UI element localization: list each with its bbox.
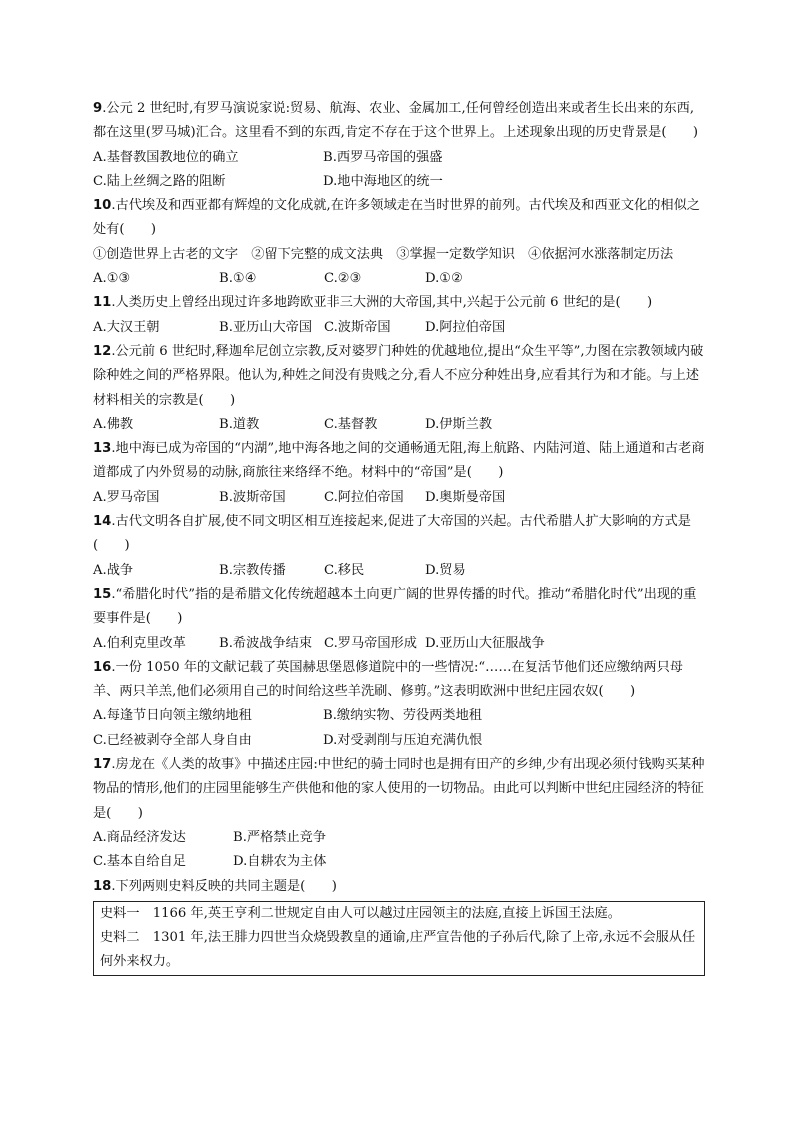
question-12-options [93, 413, 705, 437]
exam-page [93, 97, 705, 976]
question-10-options [93, 267, 705, 291]
question-17-options-2 [93, 850, 705, 874]
source-material-box [93, 901, 705, 976]
q17-option-c: C.基本自给自足 [93, 854, 186, 870]
q12-option-d: D.伊斯兰教 [425, 416, 493, 432]
question-14-stem: 14.古代文明各自扩展,使不同文明区相互连接起来,促进了大帝国的兴起。古代希腊人扩大影响的方式是( ) [93, 514, 691, 554]
question-10-items: ①创造世界上古老的文字 ②留下完整的成文法典 ③掌握一定数学知识 ④依据河水涨落制定历法 [93, 246, 674, 262]
q12-option-b: B.道教 [219, 416, 260, 432]
q15-option-a: A.伯利克里改革 [93, 635, 186, 651]
q14-option-b: B.宗教传播 [219, 562, 286, 578]
q17-option-d: D.自耕农为主体 [233, 854, 327, 870]
q11-option-c: C.波斯帝国 [324, 319, 391, 335]
q14-option-d: D.贸易 [425, 562, 466, 578]
q9-option-d: D.地中海地区的统一 [323, 173, 443, 189]
q13-option-b: B.波斯帝国 [219, 489, 286, 505]
question-12-stem: 12.公元前 6 世纪时,释迦牟尼创立宗教,反对婆罗门种姓的优越地位,提出“众生平等”,力图在宗教领域内破除种姓之间的严格界限。他认为,种姓之间没有贵贱之分,看人不应分种姓出身,应看其行为和才能。与上述材料相关的宗教是( ) [93, 343, 704, 408]
q13-option-a: A.罗马帝国 [93, 489, 160, 505]
question-16-options-2 [93, 729, 705, 753]
q12-option-a: A.佛教 [93, 416, 134, 432]
question-15-options [93, 632, 705, 656]
question-13-stem: 13.地中海已成为帝国的“内湖”,地中海各地之间的交通畅通无阻,海上航路、内陆河道、陆上通道和古老商道都成了内外贸易的动脉,商旅往来络绎不绝。材料中的“帝国”是( ) [93, 441, 705, 481]
source-2: 史料二 1301 年,法王腓力四世当众烧毁教皇的通谕,庄严宣告他的子孙后代,除了上帝,永远不会服从任何外来权力。 [100, 930, 696, 970]
source-1: 史料一 1166 年,英王亨利二世规定自由人可以越过庄园领主的法庭,直接上诉国王法庭。 [100, 905, 621, 921]
question-9-options-2 [93, 170, 705, 194]
q9-option-c: C.陆上丝绸之路的阻断 [93, 173, 226, 189]
question-9-stem: 9.公元 2 世纪时,有罗马演说家说:贸易、航海、农业、金属加工,任何曾经创造出来或者生长出来的东西,都在这里(罗马城)汇合。这里看不到的东西,肯定不存在于这个世界上。上述现象出现的历史背景是( ) [93, 101, 699, 141]
q10-option-a: A.①③ [93, 271, 131, 287]
question-16-stem: 16.一份 1050 年的文献记载了英国赫思堡恩修道院中的一些情况:“……在复活节他们还应缴纳两只母羊、两只羊羔,他们必须用自己的时间给这些羊洗刷、修剪。”这表明欧洲中世纪庄园农奴( ) [93, 659, 683, 700]
q12-option-c: C.基督教 [324, 416, 378, 432]
q15-option-d: D.亚历山大征服战争 [425, 635, 545, 651]
question-9-options [93, 146, 705, 170]
q13-option-c: C.阿拉伯帝国 [324, 489, 404, 505]
q17-option-b: B.严格禁止竞争 [233, 829, 327, 845]
question-17-options [93, 826, 705, 850]
q14-option-c: C.移民 [324, 562, 365, 578]
q13-option-d: D.奥斯曼帝国 [425, 489, 506, 505]
question-11-stem: 11.人类历史上曾经出现过许多地跨欧亚非三大洲的大帝国,其中,兴起于公元前 6 世纪的是( ) [93, 295, 653, 311]
question-10-stem: 10.古代埃及和西亚都有辉煌的文化成就,在许多领域走在当时世界的前列。古代埃及和西亚文化的相似之处有( ) [93, 198, 700, 238]
question-16-options [93, 704, 705, 728]
question-18-stem: 18.下列两则史料反映的共同主题是( ) [93, 878, 337, 894]
q16-option-c: C.已经被剥夺全部人身自由 [93, 732, 252, 748]
q16-option-a: A.每逢节日向领主缴纳地租 [93, 708, 252, 724]
q17-option-a: A.商品经济发达 [93, 829, 186, 845]
q15-option-b: B.希波战争结束 [219, 635, 313, 651]
question-11-options [93, 316, 705, 340]
q10-option-d: D.①② [425, 271, 463, 287]
q11-option-d: D.阿拉伯帝国 [425, 319, 506, 335]
question-15-stem: 15.“希腊化时代”指的是希腊文化传统超越本土向更广阔的世界传播的时代。推动“希腊化时代”出现的重要事件是( ) [93, 586, 697, 627]
q9-option-b: B.西罗马帝国的强盛 [323, 149, 443, 165]
q15-option-c: C.罗马帝国形成 [324, 635, 417, 651]
q16-option-b: B.缴纳实物、劳役两类地租 [323, 708, 482, 724]
q10-option-c: C.②③ [324, 271, 362, 287]
q9-option-a: A.基督教国教地位的确立 [93, 149, 239, 165]
question-13-options [93, 486, 705, 510]
q14-option-a: A.战争 [93, 562, 134, 578]
q16-option-d: D.对受剥削与压迫充满仇恨 [323, 732, 483, 748]
q11-option-a: A.大汉王朝 [93, 319, 160, 335]
question-17-stem: 17.房龙在《人类的故事》中描述庄园:中世纪的骑士同时也是拥有田产的乡绅,少有出现必须付钱购买某种物品的情形,他们的庄园里能够生产供他和他的家人使用的一切物品。由此可以判断中世纪庄园经济的特征是( ) [93, 757, 705, 821]
question-14-options [93, 559, 705, 583]
q10-option-b: B.①④ [219, 271, 257, 287]
q11-option-b: B.亚历山大帝国 [219, 319, 313, 335]
